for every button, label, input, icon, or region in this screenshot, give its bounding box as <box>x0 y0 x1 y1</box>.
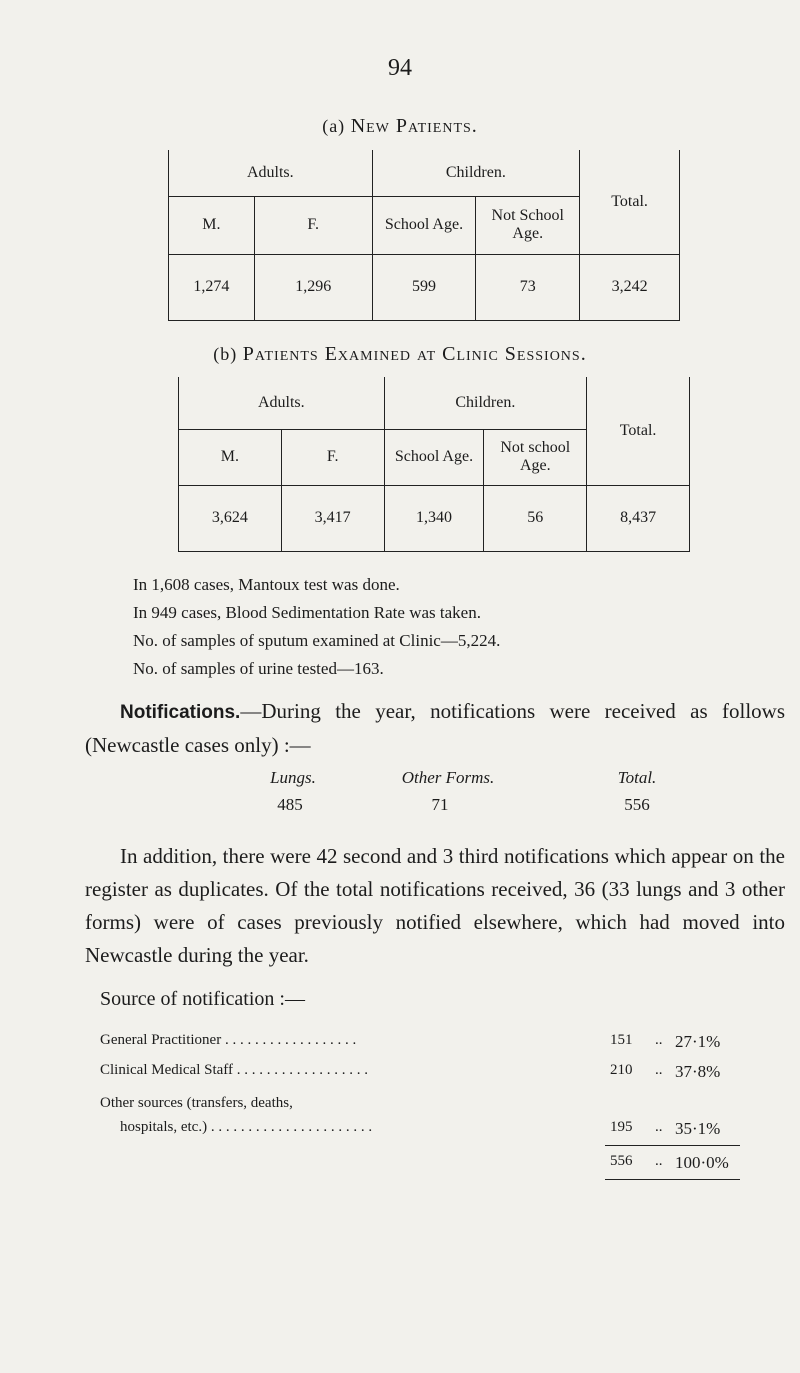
section-b-title <box>0 343 800 366</box>
children-header: Children. <box>384 377 587 429</box>
total-header: Total. <box>580 150 680 254</box>
value-female: 1,296 <box>254 254 372 320</box>
clinic-sessions-table <box>178 377 690 552</box>
value-school-age: 1,340 <box>384 485 484 551</box>
source-count: 195 <box>610 1119 633 1135</box>
test-line-mantoux: In 1,608 cases, Mantoux test was done. <box>133 575 400 594</box>
val-total: 556 <box>624 795 650 814</box>
val-lungs: 485 <box>277 795 303 814</box>
section-a-prefix: (a) <box>322 116 346 136</box>
source-label: Other sources (transfers, deaths, <box>100 1095 293 1111</box>
notification-values <box>0 795 800 817</box>
test-line-blood: In 949 cases, Blood Sedimentation Rate was taken. <box>133 603 481 622</box>
col-total: Total. <box>617 768 657 787</box>
adults-header: Adults. <box>169 150 373 196</box>
source-pct: 37·8% <box>675 1062 721 1081</box>
source-row-total <box>100 1153 740 1177</box>
source-pct: 27·1% <box>675 1032 721 1051</box>
new-patients-table <box>168 150 680 321</box>
source-title: Source of notification :— <box>100 988 305 1010</box>
page-number: 94 <box>388 55 412 81</box>
female-header: F. <box>254 196 372 254</box>
value-male: 1,274 <box>169 254 255 320</box>
section-a-title <box>0 115 800 138</box>
source-label-cont: hospitals, etc.) . . . . . . . . . . . . . . . . . . . . . . <box>120 1119 373 1135</box>
male-header: M. <box>169 196 255 254</box>
col-other-forms: Other Forms. <box>401 768 495 787</box>
value-male: 3,624 <box>179 485 282 551</box>
source-sep: .. <box>655 1032 663 1048</box>
not-school-age-header: Not School Age. <box>476 196 580 254</box>
col-lungs: Lungs. <box>270 768 316 787</box>
test-line-urine: No. of samples of urine tested—163. <box>133 659 384 678</box>
notifications-intro: —During the year, notifications were received as follows (Newcastle cases only) :— <box>85 699 785 757</box>
source-count: 151 <box>610 1032 633 1048</box>
source-row-clinical <box>100 1062 740 1086</box>
total-rule-top <box>605 1145 740 1146</box>
val-other-forms: 71 <box>431 795 449 814</box>
value-not-school-age: 73 <box>476 254 580 320</box>
value-female: 3,417 <box>281 485 384 551</box>
notifications-heading: Notifications. <box>120 702 241 723</box>
total-rule-bottom <box>605 1179 740 1180</box>
source-total-sep: .. <box>655 1153 663 1169</box>
section-a-heading: New Patients. <box>350 115 478 137</box>
source-sep: .. <box>655 1119 663 1135</box>
value-total: 8,437 <box>587 485 690 551</box>
school-age-header: School Age. <box>372 196 476 254</box>
section-b-prefix: (b) <box>213 344 238 364</box>
not-school-age-header: Not school Age. <box>484 429 587 485</box>
male-header: M. <box>179 429 282 485</box>
adults-header: Adults. <box>179 377 385 429</box>
school-age-header: School Age. <box>384 429 484 485</box>
value-total: 3,242 <box>580 254 680 320</box>
source-total-pct: 100·0% <box>675 1153 729 1172</box>
source-total-count: 556 <box>610 1153 633 1169</box>
source-label: Clinical Medical Staff . . . . . . . . . . . . . . . . . . <box>100 1062 369 1078</box>
source-row-other <box>100 1095 740 1119</box>
source-sep: .. <box>655 1062 663 1078</box>
test-line-sputum: No. of samples of sputum examined at Clinic—5,224. <box>133 631 501 650</box>
source-row-gp <box>100 1032 740 1056</box>
value-not-school-age: 56 <box>484 485 587 551</box>
total-header: Total. <box>587 377 690 485</box>
source-label: General Practitioner . . . . . . . . . . . . . . . . . . <box>100 1032 357 1048</box>
source-pct: 35·1% <box>675 1119 721 1138</box>
notifications-paragraph <box>85 695 785 762</box>
addition-paragraph: In addition, there were 42 second and 3 third notifications which appear on the register as duplicates. Of the total notifications received, 36 (33 lungs and 3 other forms) were of cases previously notified elsewhere, which had moved into Newcastle during the year. <box>85 844 785 967</box>
section-b-heading: Patients Examined at Clinic Sessions. <box>242 343 587 365</box>
value-school-age: 599 <box>372 254 476 320</box>
source-row-other-cont <box>100 1119 740 1143</box>
female-header: F. <box>281 429 384 485</box>
source-count: 210 <box>610 1062 633 1078</box>
notification-columns <box>0 768 800 790</box>
children-header: Children. <box>372 150 580 196</box>
